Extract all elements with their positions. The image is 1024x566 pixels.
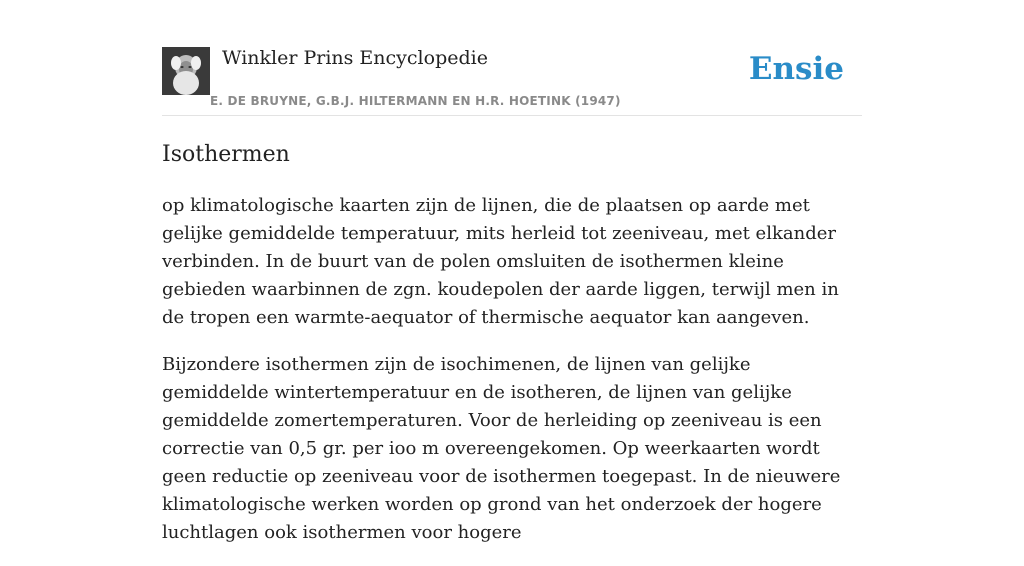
header	[162, 0, 862, 116]
article-paragraph: Bijzondere isothermen zijn de isochimenen, de lijnen van gelijke gemiddelde wintertemperatuur en de isotheren, de lijnen van gelijke gemiddelde zomertemperaturen. Voor de herleiding op zeeniveau is een correctie van 0,5 gr. per ioo m overeengekomen. Op weerkaarten wordt geen reductie op zeeniveau voor de isothermen toegepast. In de nieuwere klimatologische werken worden op grond van het onderzoek der hogere luchtlagen ook isothermen voor hogere	[162, 354, 841, 543]
page	[162, 0, 862, 543]
authors-line: E. DE BRUYNE, G.B.J. HILTERMANN EN H.R. HOETINK (1947)	[210, 94, 621, 108]
article-title: Isothermen	[162, 142, 290, 167]
portrait-icon	[162, 47, 210, 95]
article-paragraph: op klimatologische kaarten zijn de lijnen, die de plaatsen op aarde met gelijke gemiddelde temperatuur, mits herleid tot zeeniveau, met elkander verbinden. In de buurt van de polen omsluiten de isothermen kleine gebieden waarbinnen de zgn. koudepolen der aarde liggen, terwijl men in de tropen een warmte-aequator of thermische aequator kan aangeven.	[162, 195, 839, 328]
portrait-illustration	[162, 47, 210, 95]
article-body	[162, 192, 862, 566]
site-title[interactable]: Winkler Prins Encyclopedie	[222, 47, 488, 69]
brand-logo-link[interactable]: Ensie	[748, 51, 844, 87]
